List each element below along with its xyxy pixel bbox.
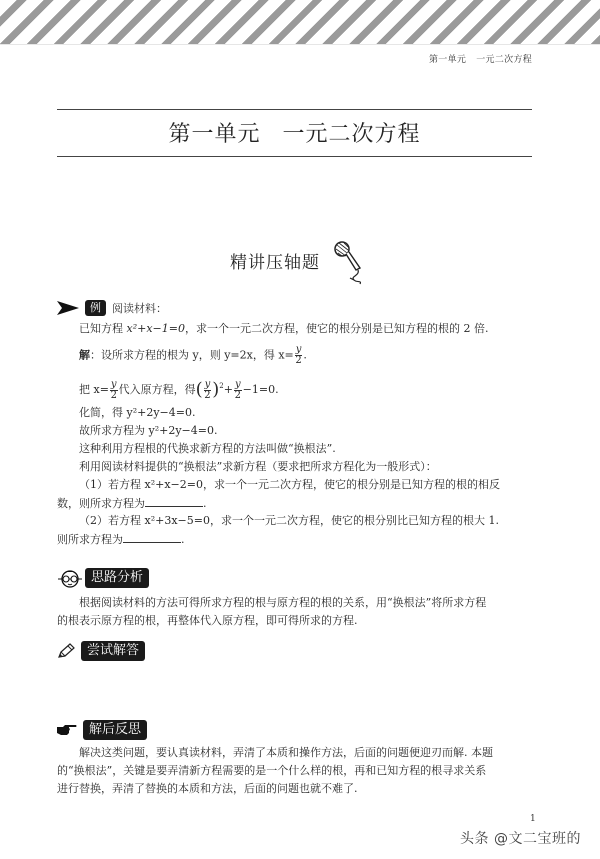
example-intro: 阅读材料： [112,302,167,315]
example-tag: 例 [85,300,106,316]
answer-area[interactable] [57,668,532,712]
chapter-topic: 一元二次方程 [282,122,421,147]
decorative-stripe-band [0,0,600,44]
solution-line-1: 解：设所求方程的根为 y，则 y=2x，得 x= $\frac{y}{2}$ . [79,344,307,366]
question-1-line-1: （1）若方程 x²+x−2=0，求一个一元二次方程，使它的根分别是已知方程的根的相反 [79,478,500,491]
microphone-icon [332,240,368,286]
chapter-unit: 第一单元 [168,122,261,147]
running-head-unit: 第一单元 [428,55,467,65]
substitution-line: 把 x= $\frac{y}{2}$ 代入原方程，得( $\frac{y}{2}$ )$^2$+ $\frac{y}{2}$ −1=0. [79,378,279,401]
title-rule-bottom [57,156,532,157]
question-1-line-2: 数，则所求方程为 . [57,497,207,510]
pencil-icon [57,643,75,659]
reflection-header [57,719,147,741]
solution-label: 解 [79,348,90,362]
given-equation: x²+x−1=0 [126,322,185,335]
analysis-tag: 思路分析 [85,568,149,588]
chapter-title [57,117,532,148]
example-header [57,299,167,317]
reflection-line-1: 解决这类问题，要认真读材料，弄清了本质和操作方法，后面的问题便迎刃而解. 本题 [79,746,493,759]
reflection-tag: 解后反思 [83,720,147,740]
method-note: 这种利用方程根的代换求新方程的方法叫做“换根法”. [79,442,336,455]
task-statement: 利用阅读材料提供的“换根法”求新方程（要求把所求方程化为一般形式）： [79,460,437,473]
fraction-y-over-2: $\frac{y}{2}$ [234,378,241,401]
page-number: 1 [530,814,536,824]
simplify-line: 化简，得 y²+2y−4=0. [79,406,196,419]
reflection-line-3: 进行替换，弄清了替换的本质和方法，后面的问题也就不难了. [57,782,358,795]
answer-blank-2[interactable] [123,531,181,543]
running-head-topic: 一元二次方程 [476,55,532,65]
answer-blank-1[interactable] [145,495,203,507]
reflection-line-2: 的“换根法”，关键是要弄清新方程需要的是一个什么样的根，再和已知方程的根寻求关系 [57,764,487,777]
question-2-line-2: 则所求方程为 . [57,533,185,546]
running-head [429,52,532,65]
watermark: 头条 @文二宝班的 [460,831,581,847]
given-statement: 已知方程 x²+x−1=0，求一个一元二次方程，使它的根分别是已知方程的根的 2 倍. [79,322,489,335]
attempt-header [57,640,145,662]
question-2-line-1: （2）若方程 x²+3x−5=0，求一个一元二次方程，使它的根分别比已知方程的根大 1. [79,514,499,527]
pointing-hand-icon [57,724,77,736]
section-heading: 精讲压轴题 [230,253,320,273]
glasses-face-icon [57,568,83,588]
title-rule-top [57,109,532,110]
stripe-band-edge [0,44,600,45]
analysis-line-1: 根据阅读材料的方法可得所求方程的根与原方程的根的关系，用“换根法”将所求方程 [79,596,487,609]
attempt-tag: 尝试解答 [81,641,145,661]
fraction-y-over-2: $\frac{y}{2}$ [295,344,302,366]
analysis-line-2: 的根表示原方程的根，再整体代入原方程，即可得所求的方程. [57,614,358,627]
analysis-header [57,567,149,589]
fraction-y-over-2: $\frac{y}{2}$ [110,378,117,401]
therefore-line: 故所求方程为 y²+2y−4=0. [79,424,218,437]
fraction-y-over-2: $\frac{y}{2}$ [204,378,211,401]
arrow-right-icon [57,301,79,315]
